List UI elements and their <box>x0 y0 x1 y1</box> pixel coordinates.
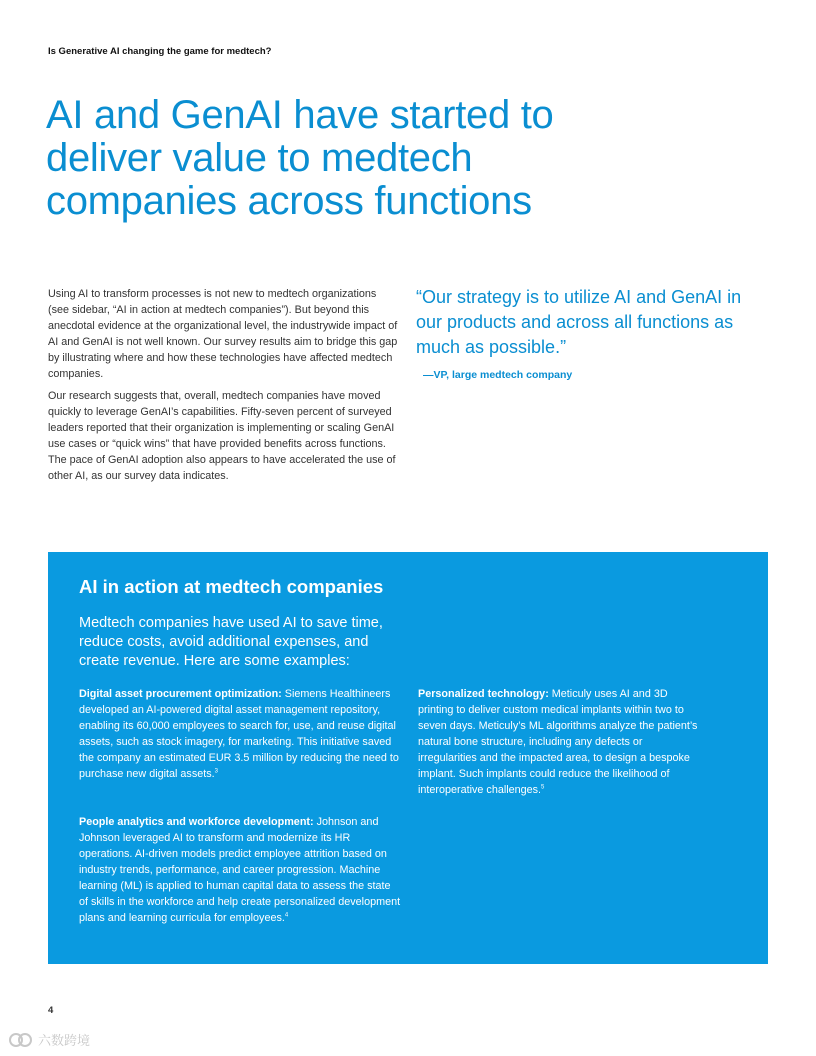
sidebar-example <box>418 686 700 798</box>
example-text: Johnson and Johnson leveraged AI to transform and modernize its HR operations. AI-driven models predict employee attrition based on industry trends, performance, and career progression. Machine learning (ML) is applied to human capital data to assess the state of skills in the workforce and help create personalized development plans and learning curricula for employees. <box>79 816 401 924</box>
example-text: Siemens Healthineers developed an AI-powered digital asset management repository, enabling its 60,000 employees to search for, use, and reuse digital assets, such as stock imagery, for marketing. This initiative saved the company an estimated EUR 3.5 million by reducing the need to purchase new digital assets. <box>79 688 399 780</box>
example-text: Meticuly uses AI and 3D printing to deliver custom medical implants within two to seven days. Meticuly’s ML algorithms analyze the patient’s natural bone structure, including any defects or irregularities and the impacted area, to design a bespoke implant. Such implants could reduce the likelihood of interoperative challenges. <box>418 688 698 796</box>
sidebar-example <box>79 814 401 926</box>
watermark <box>8 1030 90 1049</box>
sidebar-intro: Medtech companies have used AI to save time, reduce costs, avoid additional expenses, and create revenue. Here are some examples: <box>79 615 383 669</box>
pull-quote <box>416 285 766 381</box>
page-title: AI and GenAI have started to deliver value to medtech companies across functions <box>46 93 554 223</box>
footnote-ref: 5 <box>541 784 545 791</box>
footnote-ref: 3 <box>214 768 218 775</box>
running-head: Is Generative AI changing the game for medtech? <box>48 46 272 57</box>
page-number: 4 <box>48 1005 54 1016</box>
example-lead: People analytics and workforce development: <box>79 816 314 828</box>
sidebar-box <box>48 552 768 964</box>
sidebar-example <box>79 686 401 782</box>
body-paragraph: Using AI to transform processes is not new to medtech organizations (see sidebar, “AI in action at medtech companies”). But beyond this anecdotal evidence at the organizational level, the industrywide impact of AI and GenAI is not well known. Our survey results aim to bridge this gap by illustrating where and how these technologies have affected medtech companies. <box>48 288 398 380</box>
quote-attribution: —VP, large medtech company <box>423 369 573 381</box>
sidebar-title: AI in action at medtech companies <box>79 576 384 597</box>
example-lead: Personalized technology: <box>418 688 549 700</box>
watermark-logo-icon <box>8 1032 34 1048</box>
body-paragraph: Our research suggests that, overall, medtech companies have moved quickly to leverage GenAI’s capabilities. Fifty-seven percent of surveyed leaders reported that their organization is implementing or scaling GenAI use cases or “quick wins” that have provided benefits across functions. The pace of GenAI adoption also appears to have accelerated the use of other AI, as our survey data indicates. <box>48 390 396 482</box>
footnote-ref: 4 <box>284 912 289 919</box>
body-text <box>48 286 400 490</box>
watermark-text: 六数跨境 <box>38 1033 91 1048</box>
quote-text: “Our strategy is to utilize AI and GenAI in our products and across all functions as much as possible.” <box>416 287 742 357</box>
example-lead: Digital asset procurement optimization: <box>79 688 282 700</box>
